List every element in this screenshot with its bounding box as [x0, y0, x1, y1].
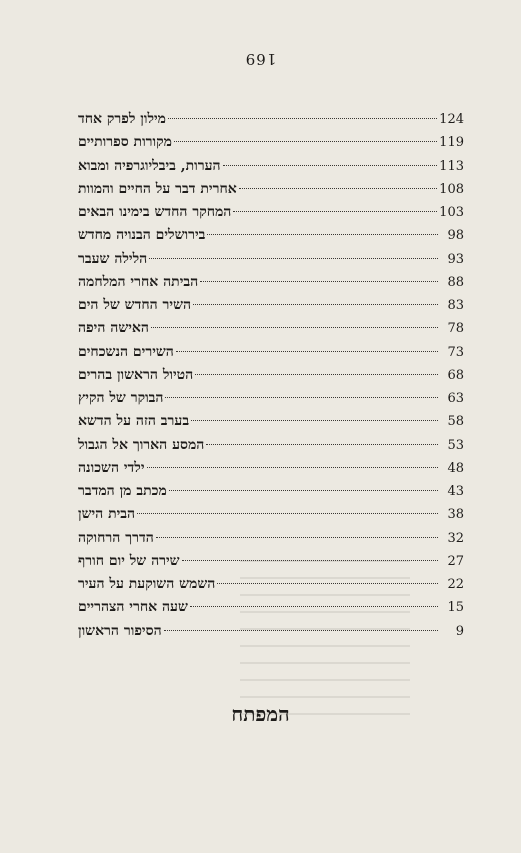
- toc-title: הלילה שעבר: [78, 250, 148, 267]
- toc-page-number: 27: [447, 553, 464, 569]
- toc-title: הטיול הראשון בהרים: [78, 366, 194, 383]
- toc-title: הדרך הרחוקה: [78, 529, 154, 546]
- toc-page-number: 43: [447, 484, 464, 499]
- toc-entry: [74, 480, 464, 503]
- dot-leader: [151, 327, 438, 328]
- dot-leader: [207, 234, 438, 235]
- show-through-line: [240, 628, 410, 630]
- toc-title: הביתה אחרי המלחמה: [78, 273, 199, 290]
- toc-entry: [74, 271, 464, 294]
- show-through-line: [240, 577, 410, 579]
- toc-page-number: 93: [447, 251, 464, 267]
- toc-page-number: 32: [447, 530, 464, 546]
- dot-leader: [191, 420, 438, 421]
- toc-page-number: 48: [447, 460, 464, 476]
- toc-title: בערב הזה על הדשא: [78, 413, 190, 430]
- dot-leader: [174, 141, 437, 142]
- show-through-line: [240, 594, 410, 596]
- toc-page-number: 124: [439, 112, 464, 127]
- toc-page-number: 78: [447, 321, 464, 337]
- dot-leader: [233, 211, 437, 212]
- toc-entry: [74, 178, 464, 201]
- dot-leader: [195, 374, 438, 375]
- toc-page-number: 98: [447, 228, 464, 244]
- toc-entry: [74, 387, 464, 410]
- toc-title: מקורות ספרותיים: [78, 134, 172, 151]
- toc-title: שעה אחרי הצהריים: [78, 599, 188, 616]
- toc-entry: [74, 294, 464, 317]
- toc-title: מילון לפרק אחד: [78, 111, 166, 127]
- toc-entry: [74, 317, 464, 340]
- toc-page-number: 68: [447, 367, 464, 383]
- show-through-line: [240, 560, 410, 562]
- toc-title: המסע הארוך אל הגבול: [78, 436, 205, 453]
- toc-title: הבוקר של הקיץ: [78, 390, 164, 406]
- toc-page-number: 53: [447, 437, 464, 453]
- toc-page-number: 58: [447, 414, 464, 430]
- toc-page-number: 108: [439, 181, 464, 197]
- show-through-line: [240, 696, 410, 698]
- show-through-line: [240, 662, 410, 664]
- toc-title: השיר החדש של הים: [78, 297, 192, 313]
- dot-leader: [169, 490, 438, 491]
- show-through-text: [240, 560, 410, 760]
- toc-title: ילדי השכונה: [78, 459, 145, 476]
- toc-entry: [74, 131, 464, 154]
- dot-leader: [147, 467, 439, 468]
- toc-title: אחרית דבר על החיים והמוות: [78, 180, 237, 197]
- toc-entry: [74, 108, 464, 131]
- dot-leader: [168, 118, 437, 119]
- toc-title: הסיפור הראשון: [78, 622, 162, 639]
- dot-leader: [200, 281, 438, 282]
- toc-title: המחקר החדש בימינו הבאים: [78, 204, 232, 220]
- show-through-line: [240, 611, 410, 613]
- dot-leader: [156, 537, 438, 538]
- toc-page-number: 113: [439, 158, 464, 174]
- toc-entry: [74, 155, 464, 178]
- show-through-line: [240, 645, 410, 647]
- toc-page-number: 9: [455, 623, 464, 639]
- toc-entry: [74, 503, 464, 526]
- dot-leader: [206, 444, 438, 445]
- dot-leader: [149, 258, 438, 259]
- toc-page-number: 83: [447, 298, 464, 313]
- toc-title: בירושלים הבנויה מחדש: [78, 227, 206, 244]
- toc-page-number: 88: [447, 274, 464, 290]
- toc-page-number: 38: [447, 507, 464, 523]
- dot-leader: [193, 304, 438, 305]
- dot-leader: [176, 351, 438, 352]
- dot-leader: [223, 165, 438, 166]
- toc-title: הערות, ביבליוגרפיה ומבוא: [78, 157, 221, 174]
- show-through-line: [240, 679, 410, 681]
- toc-title: השירים הנשכחים: [78, 343, 174, 360]
- toc-entry: [74, 224, 464, 247]
- toc-title: השמש השוקעת על העיר: [78, 576, 216, 592]
- toc-entry: [74, 527, 464, 550]
- toc-page-number: 119: [439, 135, 464, 151]
- toc-entry: [74, 410, 464, 433]
- toc-title: הבית הישן: [78, 506, 136, 523]
- toc-entry: [74, 457, 464, 480]
- toc-title: מכתב מן המדבר: [78, 483, 167, 499]
- toc-entry: [74, 201, 464, 224]
- dot-leader: [137, 513, 438, 514]
- toc-entry: [74, 364, 464, 387]
- dot-leader: [165, 397, 438, 398]
- toc-page-number: 73: [447, 344, 464, 360]
- toc-page-number: 63: [447, 391, 464, 406]
- toc-page-number: 22: [447, 577, 464, 592]
- toc-entry: [74, 248, 464, 271]
- dot-leader: [239, 188, 437, 189]
- toc-entry: [74, 434, 464, 457]
- toc-title: האישה היפה: [78, 320, 149, 337]
- section-heading: המפתח: [231, 702, 290, 726]
- toc-page-number: 15: [447, 600, 464, 616]
- page-number: 169: [244, 50, 277, 68]
- toc-page-number: 103: [439, 205, 464, 220]
- toc-entry: [74, 341, 464, 364]
- toc-title: שירה של יום חורף: [78, 552, 180, 569]
